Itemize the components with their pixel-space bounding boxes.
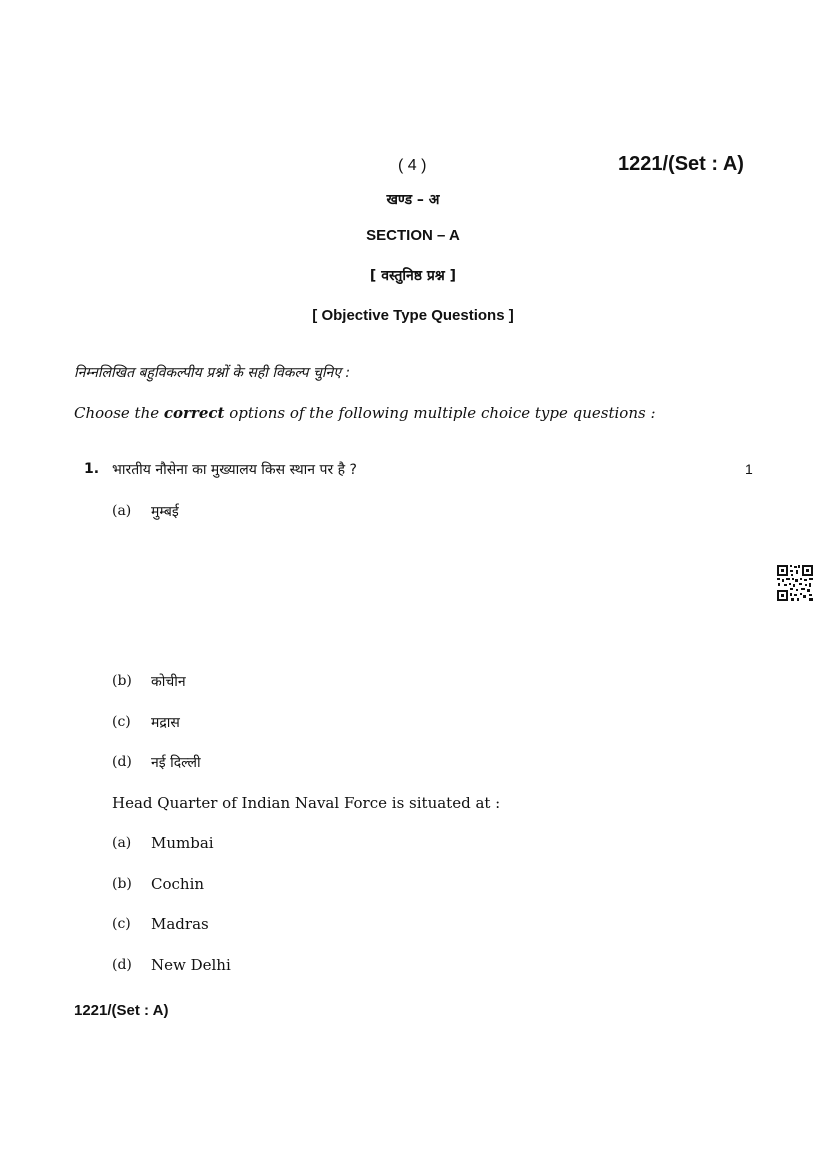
question-text-english: Head Quarter of Indian Naval Force is situated at : bbox=[112, 794, 501, 812]
hindi-option-a-letter: (a) bbox=[112, 503, 132, 519]
hindi-option-d-text: नई दिल्ली bbox=[151, 755, 201, 771]
qr-code-icon bbox=[776, 564, 814, 602]
page-number: ( 4 ) bbox=[398, 157, 427, 174]
english-option-d-letter: (d) bbox=[112, 957, 132, 973]
instruction-english-start: Choose the bbox=[74, 404, 164, 422]
hindi-option-b-letter: (b) bbox=[112, 673, 132, 689]
section-title-english: SECTION – A bbox=[366, 227, 460, 244]
question-marks: 1 bbox=[745, 461, 753, 477]
hindi-option-d-letter: (d) bbox=[112, 754, 132, 770]
instruction-english bbox=[74, 404, 656, 422]
instruction-english-end: options of the following multiple choice type questions : bbox=[224, 404, 656, 422]
section-title-hindi: खण्ड – अ bbox=[386, 192, 440, 208]
question-type-english: [ Objective Type Questions ] bbox=[312, 307, 514, 324]
hindi-option-c-letter: (c) bbox=[112, 714, 131, 730]
english-option-c-text: Madras bbox=[151, 915, 209, 933]
paper-code-footer: 1221/(Set : A) bbox=[74, 1002, 169, 1019]
hindi-option-a-text: मुम्बई bbox=[151, 504, 179, 520]
english-option-b-text: Cochin bbox=[151, 875, 205, 893]
instruction-english-emphasis: correct bbox=[163, 404, 225, 422]
question-text-hindi: भारतीय नौसेना का मुख्यालय किस स्थान पर है ? bbox=[112, 462, 357, 478]
english-option-b-letter: (b) bbox=[112, 876, 132, 892]
instruction-hindi: निम्नलिखित बहुविकल्पीय प्रश्नों के सही विकल्प चुनिए : bbox=[74, 365, 351, 381]
question-number: 1. bbox=[84, 461, 100, 477]
english-option-a-letter: (a) bbox=[112, 835, 132, 851]
hindi-option-b-text: कोचीन bbox=[151, 674, 186, 690]
question-type-hindi: [ वस्तुनिष्ठ प्रश्न ] bbox=[369, 268, 457, 284]
paper-code-header: 1221/(Set : A) bbox=[618, 153, 744, 175]
hindi-option-c-text: मद्रास bbox=[151, 715, 180, 731]
english-option-a-text: Mumbai bbox=[151, 834, 214, 852]
english-option-d-text: New Delhi bbox=[151, 956, 231, 974]
english-option-c-letter: (c) bbox=[112, 916, 131, 932]
